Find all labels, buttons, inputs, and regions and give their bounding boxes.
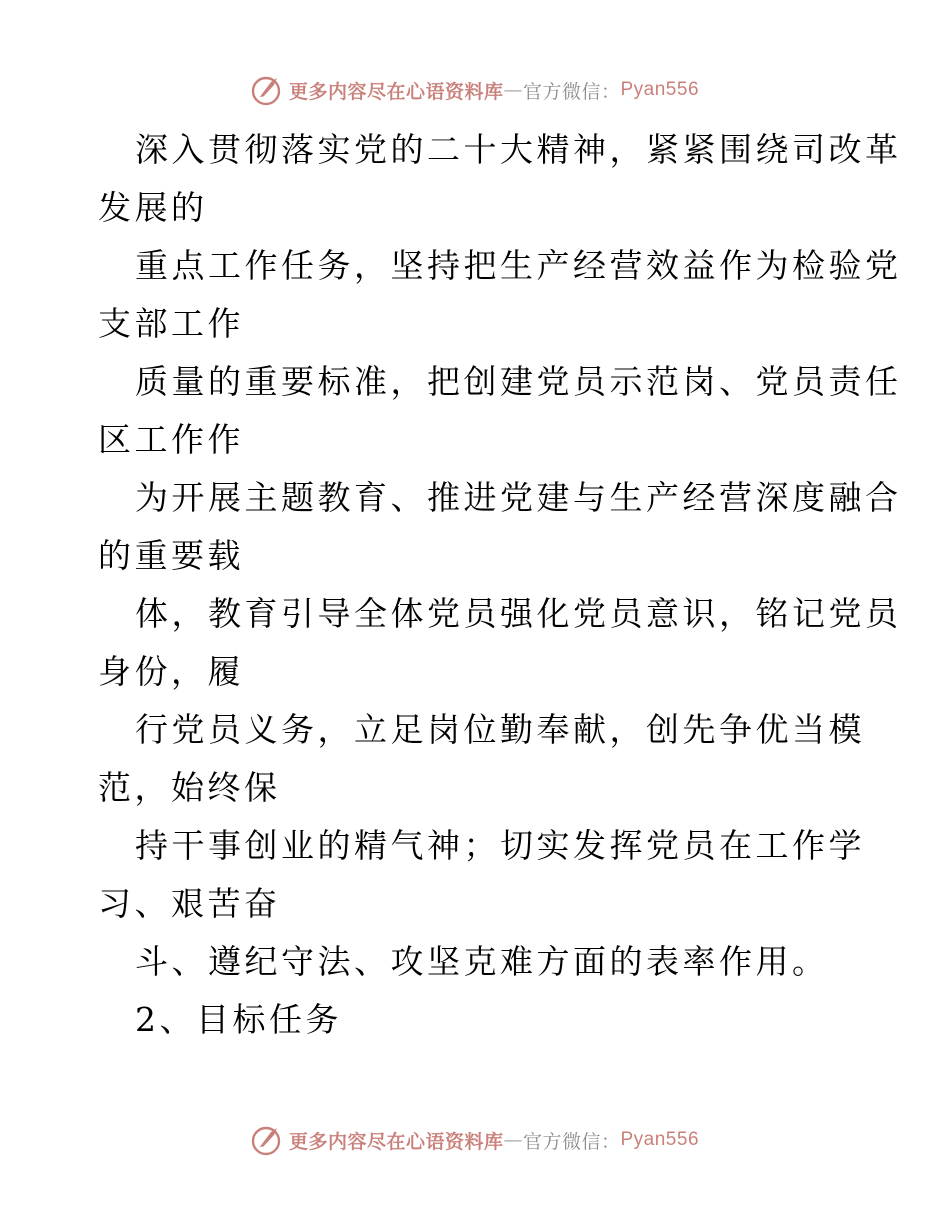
text-line: 区工作作: [98, 420, 244, 459]
text-line: 习、艰苦奋: [98, 884, 281, 923]
header-watermark: [0, 70, 950, 110]
text-line: 2、目标任务: [135, 1000, 342, 1039]
watermark-account: Pyan556: [620, 79, 700, 100]
watermark-brand: 更多内容尽在心语资料库: [288, 80, 504, 103]
watermark-label: 官方微信：: [522, 80, 621, 103]
quill-pen-logo-icon: [251, 1124, 283, 1156]
text-line: 质量的重要标准，把创建党员示范岗、党员责任: [135, 362, 902, 401]
text-line: 体，教育引导全体党员强化党员意识，铭记党员: [135, 594, 902, 633]
footer-watermark: [0, 1120, 950, 1160]
text-line: 持干事创业的精气神；切实发挥党员在工作学: [135, 826, 865, 865]
text-line: 重点工作任务，坚持把生产经营效益作为检验党: [135, 246, 902, 285]
text-line: 范，始终保: [98, 768, 281, 807]
text-line: 支部工作: [98, 304, 244, 343]
watermark-brand: 更多内容尽在心语资料库: [288, 1130, 504, 1153]
text-line: 斗、遵纪守法、攻坚克难方面的表率作用。: [135, 942, 829, 981]
watermark-separator: —: [503, 79, 523, 101]
watermark-label: 官方微信：: [522, 1130, 621, 1153]
text-line: 行党员义务，立足岗位勤奉献，创先争优当模: [135, 710, 865, 749]
watermark-account: Pyan556: [620, 1129, 700, 1150]
document-body: [98, 121, 902, 1049]
text-line: 发展的: [98, 188, 208, 227]
quill-pen-logo-icon: [251, 74, 283, 106]
watermark-separator: —: [503, 1129, 523, 1151]
text-line: 身份，履: [98, 652, 244, 691]
text-line: 的重要载: [98, 536, 244, 575]
text-line: 深入贯彻落实党的二十大精神，紧紧围绕司改革: [135, 130, 902, 169]
text-line: 为开展主题教育、推进党建与生产经营深度融合: [135, 478, 902, 517]
